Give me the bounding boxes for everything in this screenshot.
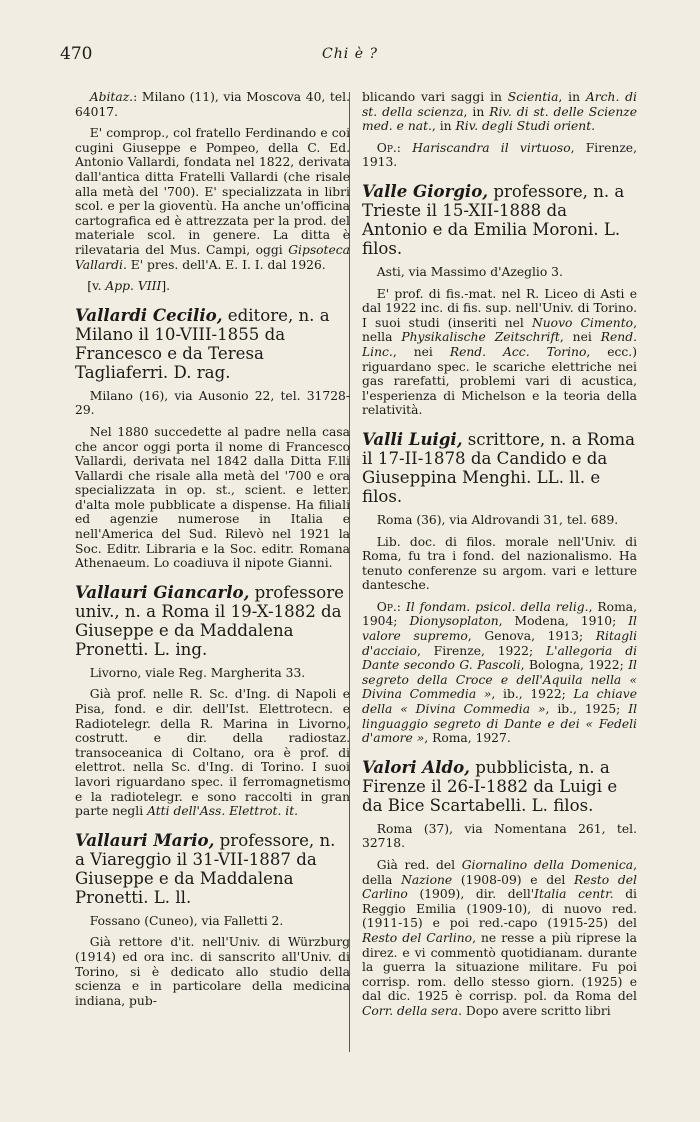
entry-vallardi-cecilio [75, 306, 350, 571]
entry-heading: Vallauri Mario, professore, n. a Viareggio il 31-VII-1887 da Giuseppe e da Maddalena Pronetti. L. ll. [75, 829, 336, 907]
entry-heading: Vallauri Giancarlo, professore univ., n. a Roma il 19-X-1882 da Giuseppe e da Maddalena Pronetti. L. ing. [75, 581, 344, 659]
continued-works: Op.: Hariscandra il virtuoso, Firenze, 1913. [362, 140, 637, 170]
entry-heading: Vallardi Cecilio, editore, n. a Milano il 10-VIII-1855 da Francesco e da Teresa Tagliaferri. D. rag. [75, 304, 330, 382]
continued-address: Abitaz.: Milano (11), via Moscova 40, tel. 64017. [75, 90, 350, 119]
entry-address: Fossano (Cuneo), via Falletti 2. [89, 913, 284, 928]
entry-address: Roma (37), via Nomentana 261, tel. 32718. [362, 821, 637, 851]
continued-biography: E' comprop., col fratello Ferdinando e coi cugini Giuseppe e Pompeo, della C. Ed. Antonio Vallardi, fondata nel 1822, derivata dall'antica ditta Fratelli Vallardi (che risale alla metà del '700). E' specializzata in libri scol. e per la gioventù. Ha anche un'officina cartografica ed è attrezzata per la prod. del materiale scol. in genere. La ditta è rilevataria del Mus. Campi, oggi Gipsoteca Vallardi. E' pres. dell'A. E. I. I. dal 1926. [75, 126, 350, 272]
cross-reference: [v. App. VIII]. [87, 279, 171, 294]
entry-biography: E' prof. di fis.-mat. nel R. Liceo di Asti e dal 1922 inc. di fis. sup. nell'Univ. di Torino. I suoi studi (inseriti nel Nuovo Cimento, nella Physikalische Zeitschrift, nei Rend. Linc., nei Rend. Acc. Torino, ecc.) riguardano spec. le scariche elettriche nei gas rarefatti, problemi vari di acustica, l'esperienza di Michelson e la teoria della relatività. [362, 286, 637, 418]
entry-valori-aldo [362, 758, 637, 1019]
entry-vallauri-giancarlo [75, 583, 350, 819]
page-number: 470 [60, 44, 93, 64]
right-column [362, 90, 637, 1026]
left-column [75, 90, 350, 1015]
entry-heading: Valle Giorgio, professore, n. a Trieste il 15-XII-1888 da Antonio e da Emilia Moroni. L. filos. [362, 180, 625, 258]
entry-address: Livorno, viale Reg. Margherita 33. [89, 665, 306, 680]
entry-heading: Valori Aldo, pubblicista, n. a Firenze il 26-I-1882 da Luigi e da Bice Scartabelli. L. filos. [362, 756, 618, 815]
continued-biography: blicando vari saggi in Scientia, in Arch. di st. della scienza, in Riv. di st. delle Scienze med. e nat., in Riv. degli Studi orient. [362, 90, 637, 134]
running-head: Chi è ? [322, 46, 378, 62]
entry-heading: Valli Luigi, scrittore, n. a Roma il 17-II-1878 da Candido e da Giuseppina Menghi. LL. ll. e filos. [362, 428, 635, 506]
entry-biography: Già prof. nelle R. Sc. d'Ing. di Napoli e Pisa, fond. e dir. dell'Ist. Elettrotecn. e Radiotelegr. della R. Marina in Livorno, costrutt. e dir. della radiostaz. transoceanica di Coltano, ora è prof. di elettrot. nella Sc. d'Ing. di Torino. I suoi lavori riguardano spec. il ferromagnetismo e la radiotelegr. e sono raccolti in gran parte negli Atti dell'Ass. Elettrot. it. [75, 687, 350, 819]
entry-vallauri-mario [75, 831, 350, 1009]
entry-biography: Nel 1880 succedette al padre nella casa che ancor oggi porta il nome di Francesco Vallardi, derivata nel 1842 dalla Ditta F.lli Vallardi che risale alla metà del '700 e ora specializzata in op. st., scient. e letter. d'alta mole pubblicate a dispense. Ha filiali ed agenzie numerose in Italia e nell'America del Sud. Rilevò nel 1921 la Soc. Editr. Libraria e la Soc. editr. Romana Athenaeum. Lo coadiuva il nipote Gianni. [75, 424, 350, 571]
entry-address: Milano (16), via Ausonio 22, tel. 31728-29. [75, 388, 350, 418]
entry-biography: Lib. doc. di filos. morale nell'Univ. di Roma, fu tra i fond. del nazionalismo. Ha tenuto conferenze su argom. vari e letture dantesche. [362, 534, 637, 593]
entry-valle-giorgio [362, 182, 637, 418]
entry-address: Roma (36), via Aldrovandi 31, tel. 689. [376, 512, 619, 527]
entry-works: Op.: Il fondam. psicol. della relig., Roma, 1904; Dionysoplaton, Modena, 1910; Il valore supremo, Genova, 1913; Ritagli d'acciaio, Firenze, 1922; L'allegoria di Dante secondo G. Pascoli, Bologna, 1922; Il segreto della Croce e dell'Aquila nella « Divina Commedia », ib., 1922; La chiave della « Divina Commedia », ib., 1925; Il linguaggio segreto di Dante e dei « Fedeli d'amore », Roma, 1927. [362, 599, 638, 746]
entry-biography: Già red. del Giornalino della Domenica, della Nazione (1908-09) e del Resto del Carlino (1909), dir. dell'Italia centr. di Reggio Emilia (1909-10), di nuovo red. (1911-15) e poi red.-capo (1915-25) del Resto del Carlino, ne resse a più riprese la direz. e vi commentò quotidianam. durante la guerra la situazione militare. Fu poi corrisp. rom. dello stesso giorn. (1925) e dal dic. 1925 è corrisp. pol. da Roma del Corr. della sera. Dopo avere scritto libri [362, 858, 638, 1018]
page-header [0, 44, 700, 74]
entry-valli-luigi [362, 430, 637, 746]
entry-address: Asti, via Massimo d'Azeglio 3. [376, 264, 563, 279]
entry-biography: Già rettore d'it. nell'Univ. di Würzburg (1914) ed ora inc. di sanscrito all'Univ. di Torino, si è dedicato allo studio della scienza e in particolare della medicina indiana, pub- [75, 935, 350, 1008]
